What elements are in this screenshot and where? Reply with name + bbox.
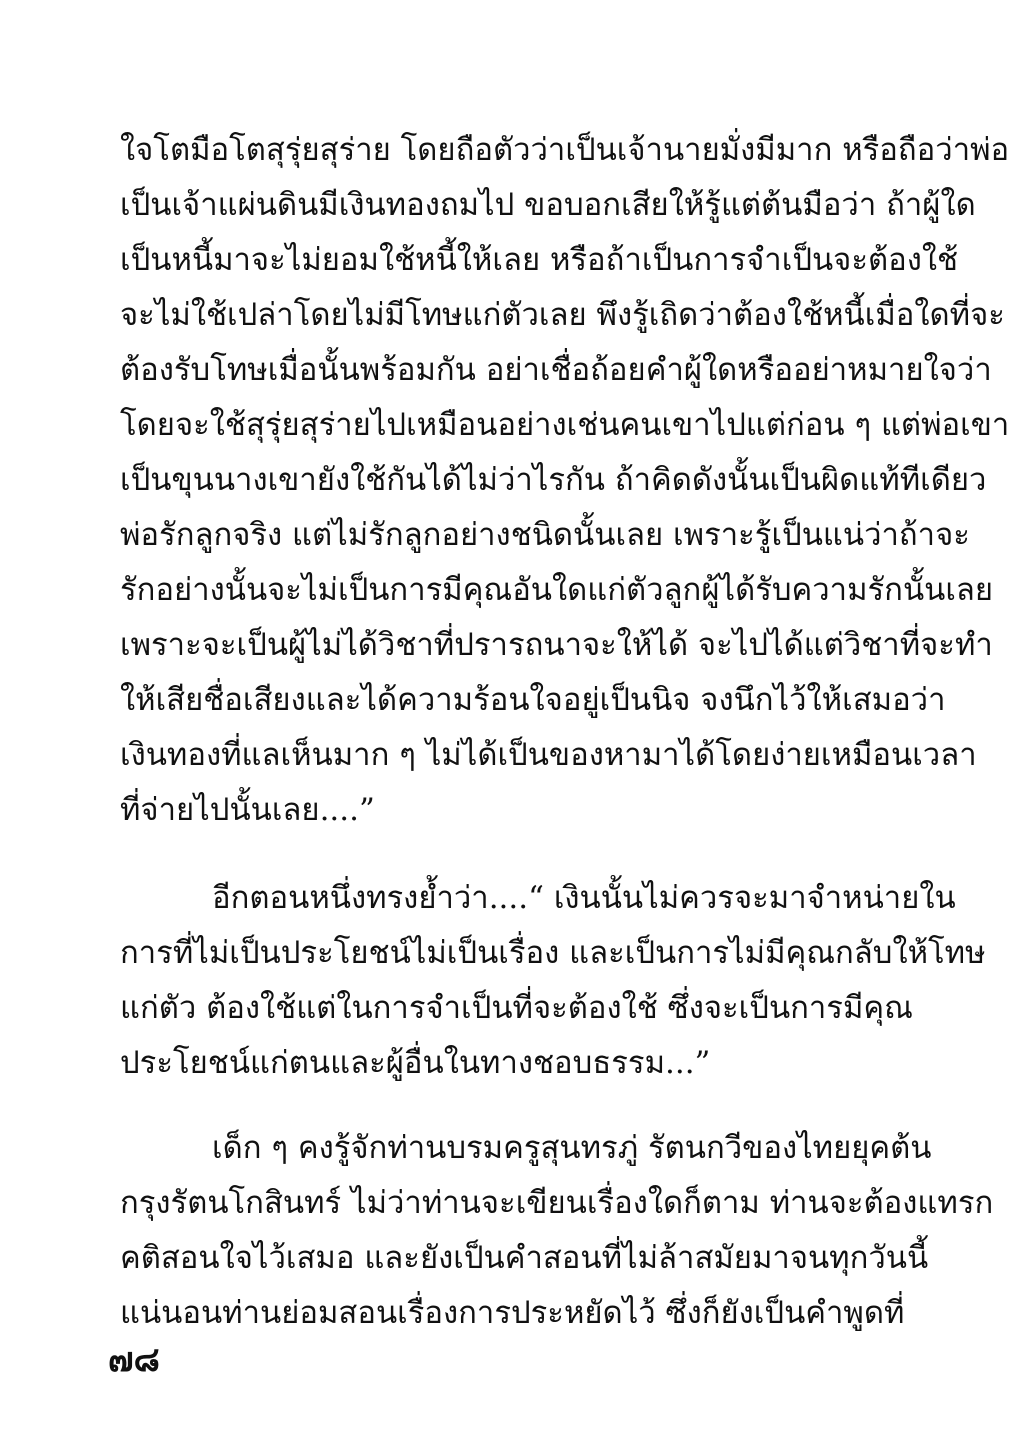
text-line: ต้องรับโทษเมื่อนั้นพร้อมกัน อย่าเชื่อถ้อยคำผู้ใดหรืออย่าหมายใจว่า xyxy=(120,352,992,388)
text-line: ใจโตมือโตสุรุ่ยสุร่าย โดยถือตัวว่าเป็นเจ้านายมั่งมีมาก หรือถือว่าพ่อ xyxy=(120,132,1009,168)
text-line: กรุงรัตนโกสินทร์ ไม่ว่าท่านจะเขียนเรื่องใดก็ตาม ท่านจะต้องแทรก xyxy=(120,1185,994,1221)
page-number: ๗๘ xyxy=(108,1340,160,1380)
text-line: เป็นเจ้าแผ่นดินมีเงินทองถมไป ขอบอกเสียให้รู้แต่ต้นมือว่า ถ้าผู้ใด xyxy=(120,187,976,223)
text-line: พ่อรักลูกจริง แต่ไม่รักลูกอย่างชนิดนั้นเลย เพราะรู้เป็นแน่ว่าถ้าจะ xyxy=(120,517,970,553)
text-line: คติสอนใจไว้เสมอ และยังเป็นคำสอนที่ไม่ล้าสมัยมาจนทุกวันนี้ xyxy=(120,1240,929,1276)
text-line: เป็นหนี้มาจะไม่ยอมใช้หนี้ให้เลย หรือถ้าเป็นการจำเป็นจะต้องใช้ xyxy=(120,242,959,278)
text-line: แก่ตัว ต้องใช้แต่ในการจำเป็นที่จะต้องใช้ ซึ่งจะเป็นการมีคุณ xyxy=(120,990,913,1026)
text-line: เพราะจะเป็นผู้ไม่ได้วิชาที่ปรารถนาจะให้ได้ จะไปได้แต่วิชาที่จะทำ xyxy=(120,627,993,663)
text-line: ประโยชน์แก่ตนและผู้อื่นในทางชอบธรรม...” xyxy=(120,1045,711,1081)
text-line: จะไม่ใช้เปล่าโดยไม่มีโทษแก่ตัวเลย พึงรู้เถิดว่าต้องใช้หนี้เมื่อใดที่จะ xyxy=(120,297,1005,333)
text-line: อีกตอนหนึ่งทรงย้ำว่า....“ เงินนั้นไม่ควรจะมาจำหน่ายใน xyxy=(212,880,956,916)
text-line: รักอย่างนั้นจะไม่เป็นการมีคุณอันใดแก่ตัวลูกผู้ได้รับความรักนั้นเลย xyxy=(120,572,994,608)
text-line: การที่ไม่เป็นประโยชน์ไม่เป็นเรื่อง และเป็นการไม่มีคุณกลับให้โทษ xyxy=(120,935,986,971)
text-line: โดยจะใช้สุรุ่ยสุร่ายไปเหมือนอย่างเช่นคนเขาไปแต่ก่อน ๆ แต่พ่อเขา xyxy=(120,407,1009,443)
text-line: เป็นขุนนางเขายังใช้กันได้ไม่ว่าไรกัน ถ้าคิดดังนั้นเป็นผิดแท้ทีเดียว xyxy=(120,462,987,498)
text-line: ให้เสียชื่อเสียงและได้ความร้อนใจอยู่เป็นนิจ จงนึกไว้ให้เสมอว่า xyxy=(120,682,946,718)
text-line: เงินทองที่แลเห็นมาก ๆ ไม่ได้เป็นของหามาได้โดยง่ายเหมือนเวลา xyxy=(120,737,977,773)
text-line: เด็ก ๆ คงรู้จักท่านบรมครูสุนทรภู่ รัตนกวีของไทยยุคต้น xyxy=(212,1130,932,1166)
text-line: แน่นอนท่านย่อมสอนเรื่องการประหยัดไว้ ซึ่งก็ยังเป็นคำพูดที่ xyxy=(120,1295,905,1331)
text-line: ที่จ่ายไปนั้นเลย....” xyxy=(120,792,375,828)
